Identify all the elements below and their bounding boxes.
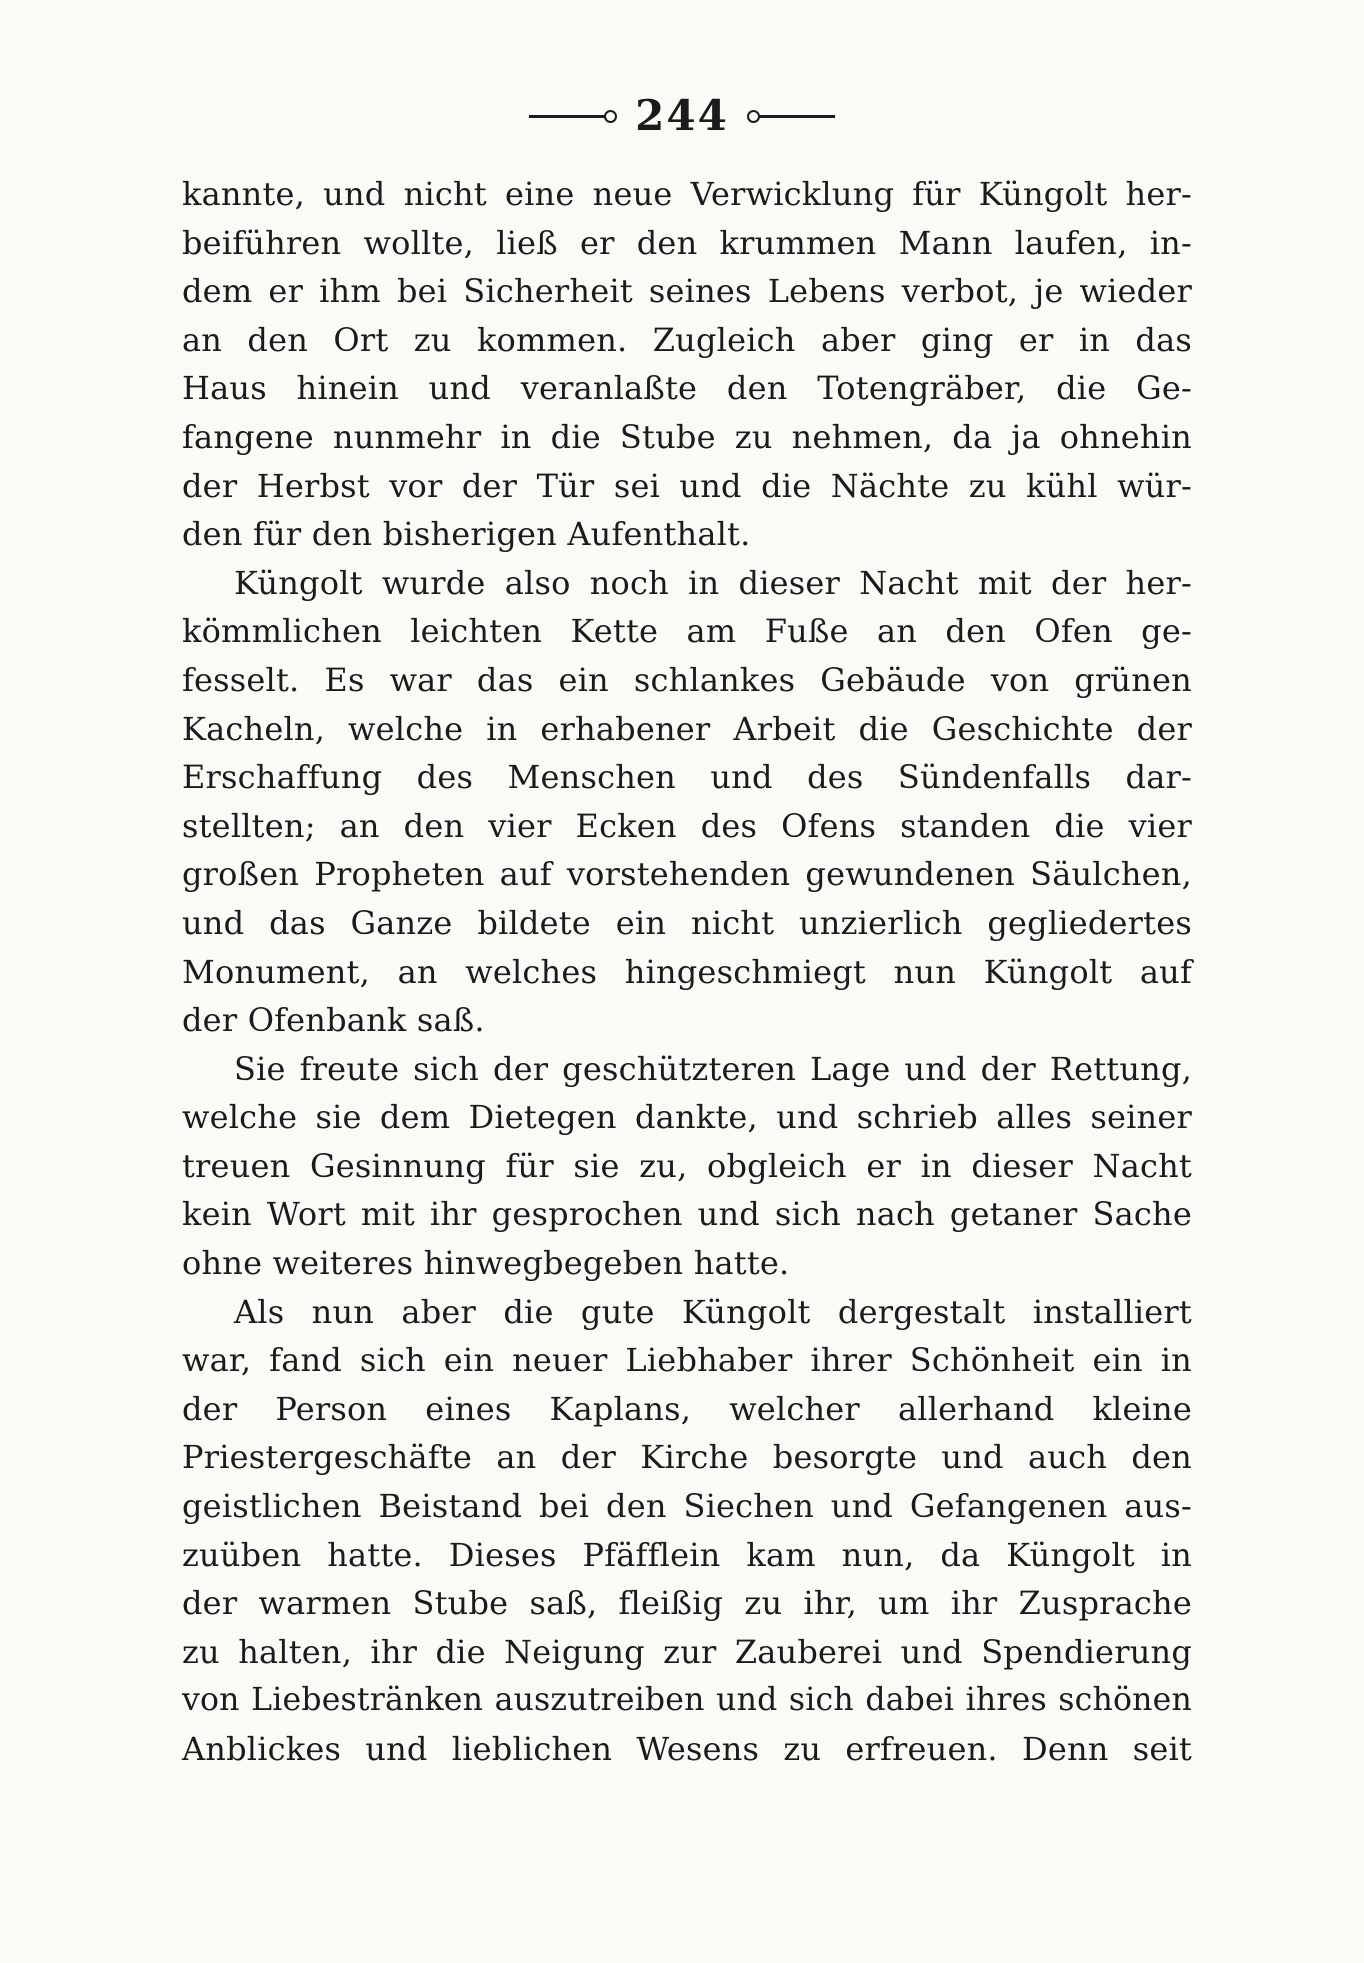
page-number: 244: [635, 91, 729, 140]
text-line: Erschaffung des Menschen und des Sündenfalls dar-: [182, 758, 1192, 797]
text-line: dem er ihm bei Sicherheit seines Lebens verbot, je wieder: [182, 272, 1192, 311]
text-line: ohne weiteres hinwegbegeben hatte.: [182, 1244, 790, 1283]
text-line: Priestergeschäfte an der Kirche besorgte und auch den: [182, 1438, 1192, 1477]
text-line: fangene nunmehr in die Stube zu nehmen, da ja ohnehin: [182, 417, 1192, 456]
text-line: fesselt. Es war das ein schlankes Gebäude von grünen: [182, 660, 1192, 699]
text-line: stellten; an den vier Ecken des Ofens standen die vier: [182, 806, 1192, 845]
text-line: kannte, und nicht eine neue Verwicklung für Küngolt her-: [182, 175, 1192, 213]
text-line: der Person eines Kaplans, welcher allerhand kleine: [182, 1389, 1192, 1428]
text-line: treuen Gesinnung für sie zu, obgleich er in dieser Nacht: [182, 1146, 1192, 1185]
text-line: zu halten, ihr die Neigung zur Zauberei und Spendierung: [182, 1632, 1192, 1671]
text-line: welche sie dem Dietegen dankte, und schrieb alles seiner: [182, 1098, 1192, 1137]
text-line: Haus hinein und veranlaßte den Totengräber, die Ge-: [182, 369, 1192, 408]
text-line: der Herbst vor der Tür sei und die Nächte zu kühl wür-: [182, 466, 1192, 505]
text-line: war, fand sich ein neuer Liebhaber ihrer Schönheit ein in: [182, 1341, 1192, 1380]
text-line: Monument, an welches hingeschmiegt nun Küngolt auf: [182, 952, 1192, 991]
text-line: geistlichen Beistand bei den Siechen und Gefangenen aus-: [182, 1487, 1192, 1526]
text-line: Sie freute sich der geschützteren Lage und der Rettung,: [234, 1049, 1192, 1088]
text-line: der warmen Stube saß, fleißig zu ihr, um ihr Zusprache: [182, 1584, 1192, 1623]
text-line: und das Ganze bildete ein nicht unzierlich gegliedertes: [182, 903, 1192, 942]
text-line: Küngolt wurde also noch in dieser Nacht mit der her-: [234, 563, 1192, 602]
text-line: von Liebestränken auszutreiben und sich dabei ihres schönen: [182, 1682, 1192, 1719]
text-line: kein Wort mit ihr gesprochen und sich nach getaner Sache: [182, 1195, 1192, 1234]
text-line: großen Propheten auf vorstehenden gewundenen Säulchen,: [182, 855, 1192, 894]
text-line: zuüben hatte. Dieses Pfäfflein kam nun, da Küngolt in: [182, 1535, 1192, 1574]
text-line: kömmlichen leichten Kette am Fuße an den Ofen ge-: [182, 612, 1192, 651]
ornament-left-icon: [529, 115, 609, 118]
text-line: an den Ort zu kommen. Zugleich aber ging er in das: [182, 320, 1192, 359]
text-line: beiführen wollte, ließ er den krummen Mann laufen, in-: [182, 223, 1192, 262]
ornament-right-icon: [755, 115, 835, 118]
page-header: [0, 88, 1364, 141]
text-line: den für den bisherigen Aufenthalt.: [182, 515, 751, 554]
text-line: der Ofenbank saß.: [182, 1001, 485, 1040]
text-line: Kacheln, welche in erhabener Arbeit die Geschichte der: [182, 709, 1192, 748]
body-text: [182, 170, 1192, 1774]
text-line: Als nun aber die gute Küngolt dergestalt installiert: [234, 1292, 1192, 1331]
text-line: Anblickes und lieblichen Wesens zu erfreuen. Denn seit: [182, 1730, 1192, 1768]
